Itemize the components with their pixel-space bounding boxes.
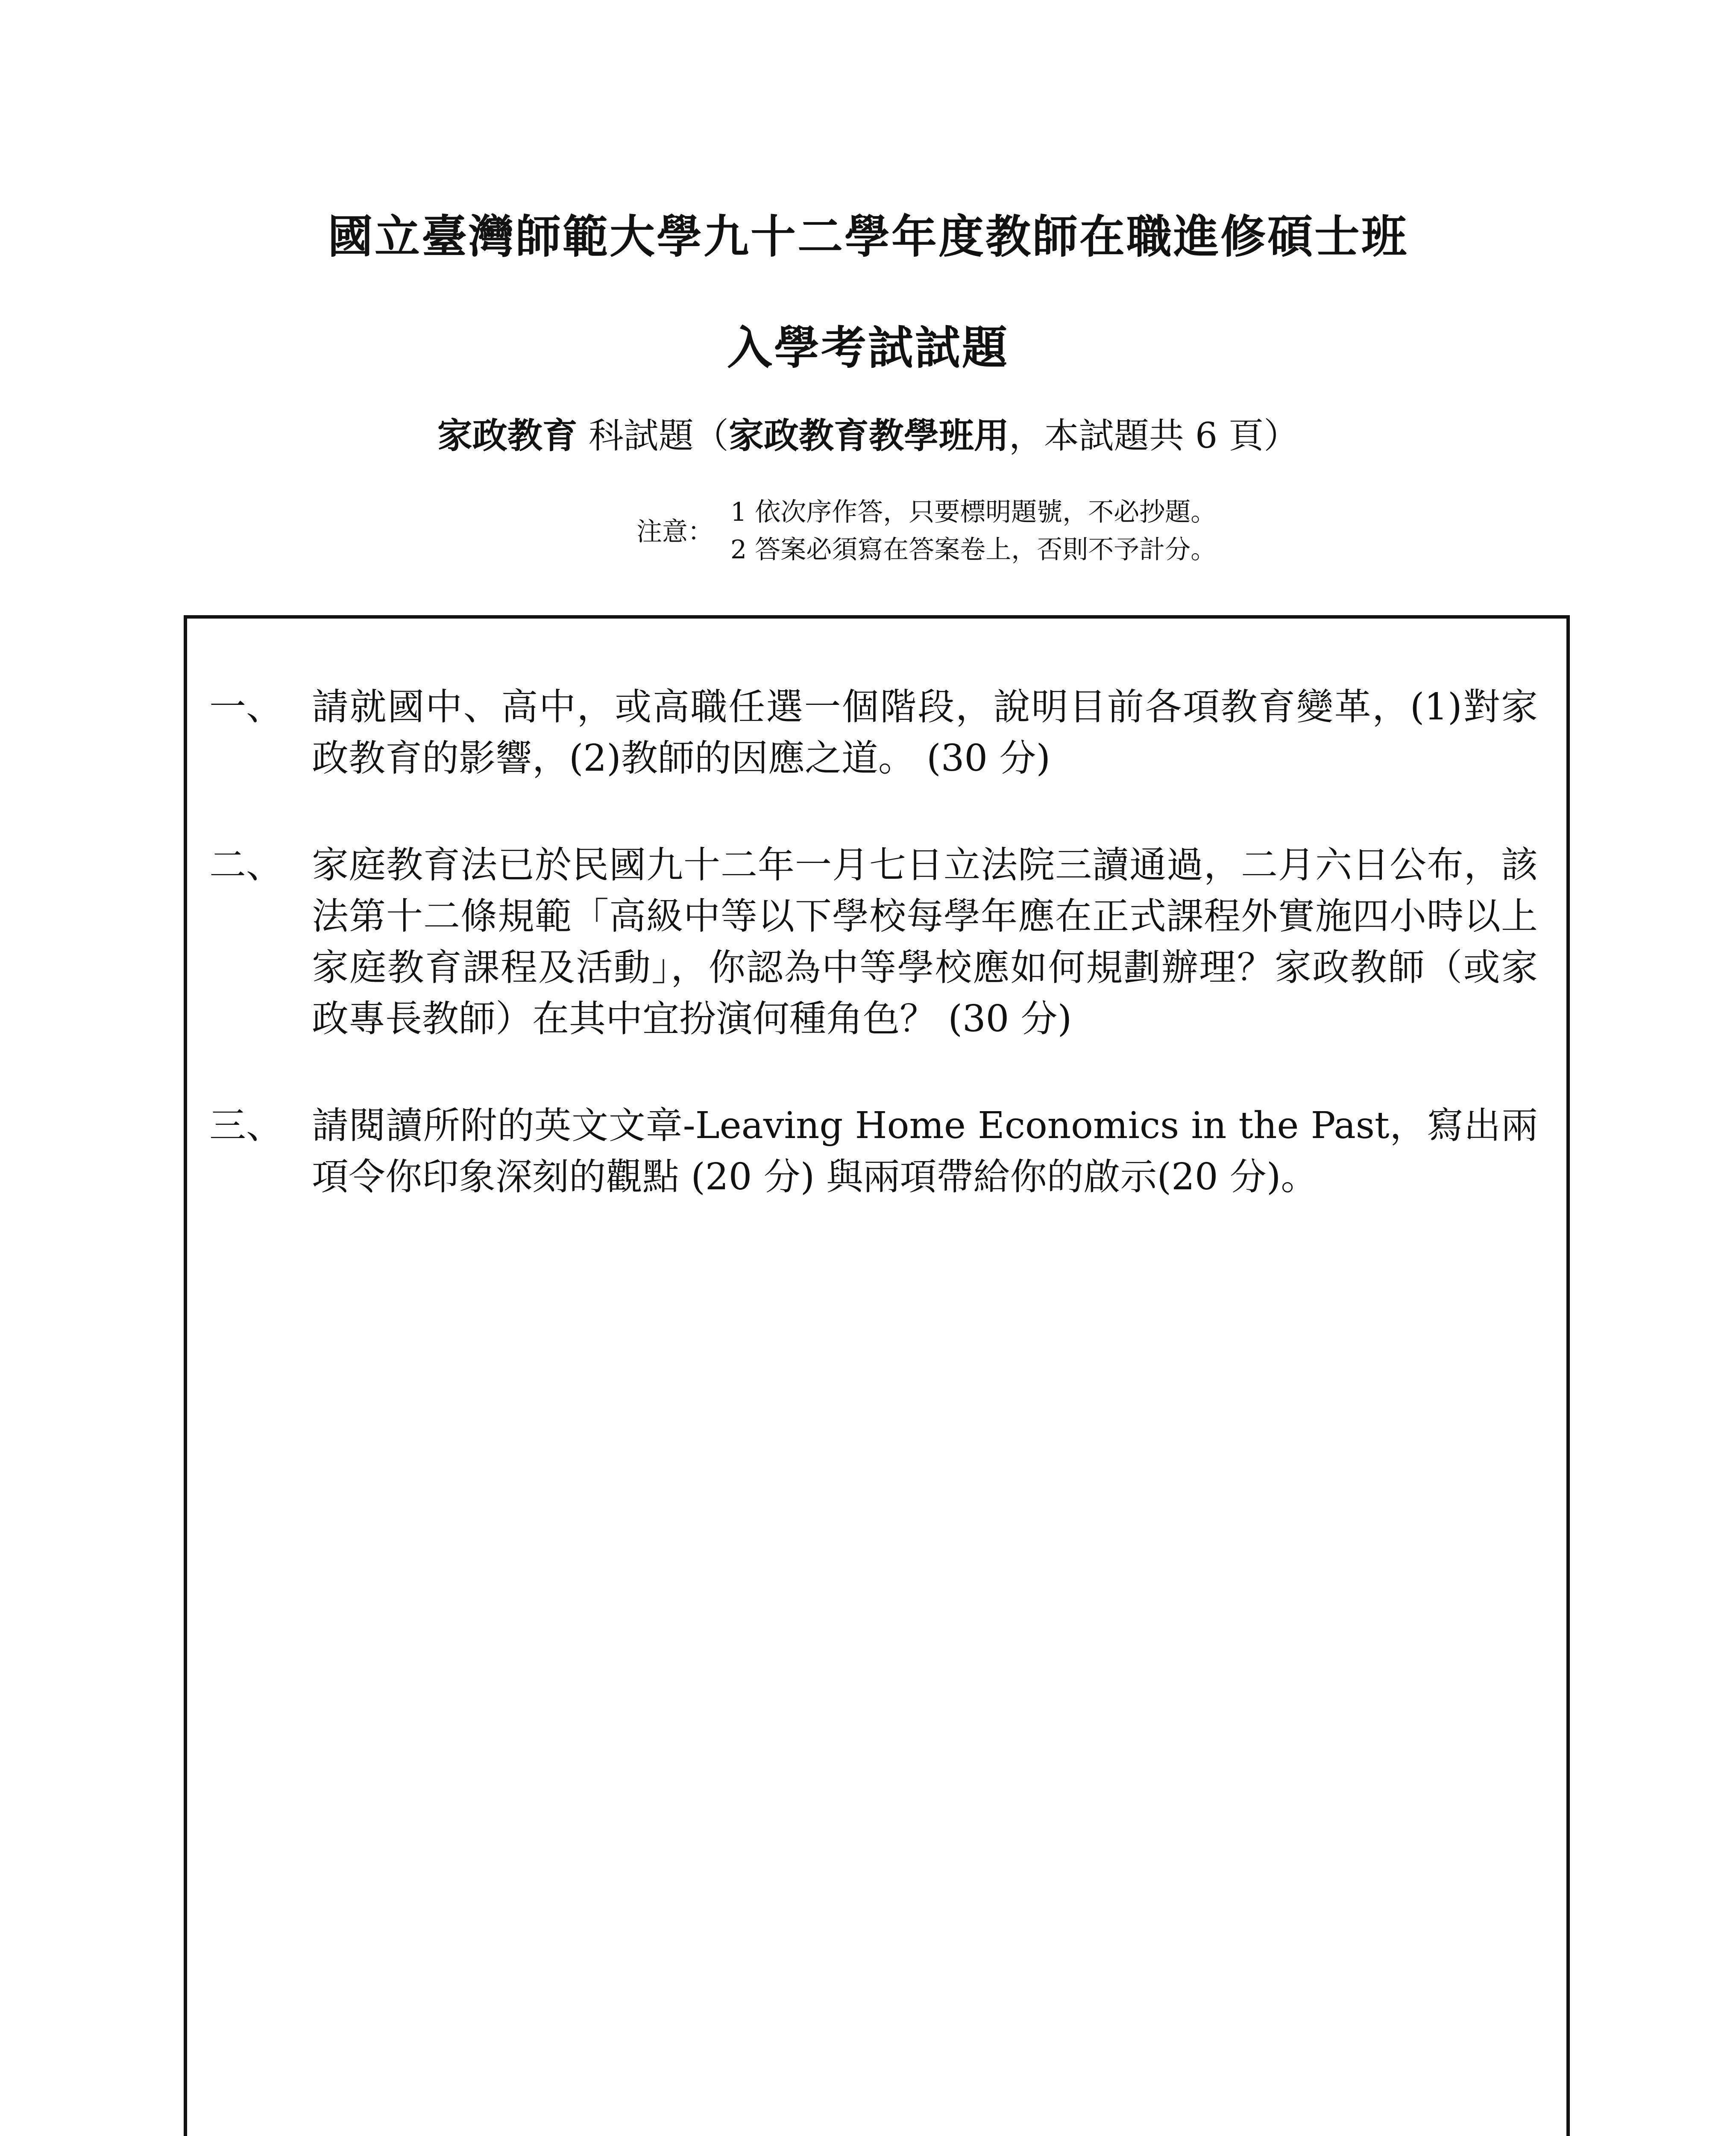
exam-title: 國立臺灣師範大學九十二學年度教師在職進修碩士班 [328, 211, 1408, 263]
question-text: 家庭教育法已於民國九十二年一月七日立法院三讀通過，二月六日公布，該法第十二條規範「高級中等以下學校每學年應在正式課程外實施四小時以上家庭教育課程及活動」，你認為中等學校應如何規劃辦理？家政教師（或家政專長教師）在其中宜扮演何種角色？ (30 分) [312, 844, 1538, 1040]
question-number: 二、 [209, 844, 283, 886]
notice-label: 注意： [636, 517, 713, 547]
notice-items [730, 493, 1216, 569]
notice-item-2: 2 答案必須寫在答案卷上，否則不予計分。 [730, 535, 1217, 565]
question-number: 一、 [209, 686, 283, 728]
question-number: 三、 [209, 1104, 283, 1147]
subject-suffix: 科試題（ [577, 416, 729, 456]
exam-subtitle: 入學考試試題 [727, 322, 1009, 374]
subject-line [0, 408, 1736, 458]
class-name: 家政教育教學班用 [728, 416, 1009, 456]
question-text: 請就國中、高中，或高職任選一個階段，說明目前各項教育變革，(1)對家政教育的影響，(2)教師的因應之道。 (30 分) [312, 686, 1538, 780]
question-text: 請閱讀所附的英文文章-Leaving Home Economics in the Past，寫出兩項令你印象深刻的觀點 (20 分) 與兩項帶給你的啟示(20 分)。 [312, 1104, 1538, 1198]
notice-item-1: 1 依次序作答，只要標明題號，不必抄題。 [730, 497, 1217, 527]
pages-note: ，本試題共 6 頁） [1009, 416, 1299, 456]
subject-name: 家政教育 [437, 416, 578, 456]
